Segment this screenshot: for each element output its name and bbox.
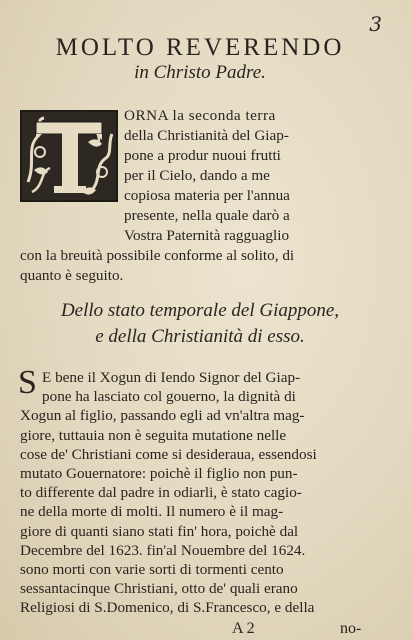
decorated-initial-t-image [20, 110, 118, 202]
text-line: copiosa materia per l'annua [124, 187, 290, 204]
text-line: E bene il Xogun di Iendo Signor del Giap- [42, 369, 301, 386]
text-line: mutato Gouernatore: poichè il figlio non pun- [20, 465, 298, 482]
text-line: pone a produr nuoui frutti [124, 147, 281, 164]
text-line: giore di quanti siano stati fin' hora, poichè dal [20, 522, 299, 540]
text-line: ORNA la seconda terra [124, 107, 276, 124]
text-line: per il Cielo, dando a me [124, 167, 270, 184]
text-line: della Christianità del Giap- [124, 127, 289, 144]
text-line: Vostra Paternità ragguaglio [124, 227, 290, 244]
heading-title: MOLTO REVERENDO [55, 34, 345, 61]
text-line: cose de' Christiani come si desideraua, essendosi [20, 445, 317, 463]
section-title-line-1: Dello stato temporale del Giappone, [60, 300, 340, 321]
floral-woodcut-icon [22, 112, 116, 200]
text-line: pone ha lasciato col gouerno, la dignità di [42, 388, 296, 406]
text-line: presente, nella quale darò a [124, 207, 290, 224]
initial-letter: S [18, 364, 37, 401]
catchword: no- [340, 619, 362, 637]
text-line: sessantacinque Christiani, otto de' quali erano [20, 580, 298, 598]
text-line: Xogun al figlio, passando egli ad vn'altra mag- [20, 407, 305, 425]
text-line: sono morti con varie sorti di tormenti cento [20, 561, 284, 578]
text-line: Religiosi di S.Domenico, di S.Francesco, e della [20, 599, 315, 617]
text-line: quanto è seguito. [20, 267, 124, 284]
signature-mark: A 2 [232, 619, 255, 637]
text-line: giore, tuttauia non è seguita mutatione nelle [20, 426, 287, 444]
page-number: 3 [369, 12, 382, 36]
text-line: Decembre del 1623. fin'al Nouembre del 1624. [20, 541, 306, 559]
text-line: con la breuità possibile conforme al solito, di [20, 247, 295, 264]
heading-subtitle: in Christo Padre. [134, 62, 266, 83]
text-line: ne della morte di molti. Il numero è il mag- [20, 503, 284, 521]
text-line: to differente dal padre in odiarli, è stato cagio- [20, 484, 302, 502]
section-title-line-2: e della Christianità di esso. [95, 326, 305, 347]
